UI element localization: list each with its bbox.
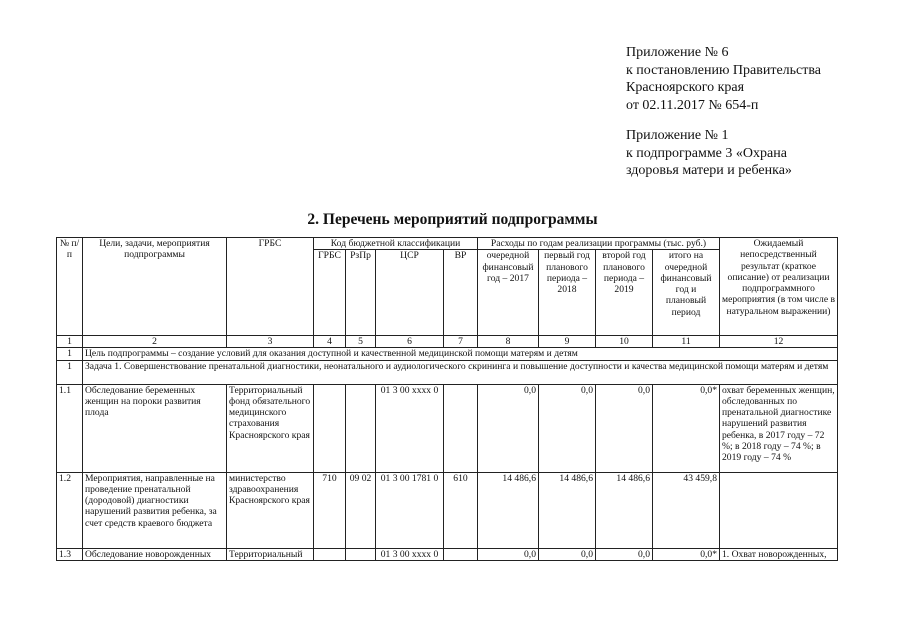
header-row-1 xyxy=(57,238,838,250)
appendix-6-line2: к постановлению Правительства xyxy=(626,62,822,78)
row-2018: 0,0 xyxy=(539,548,596,560)
header-sub-2018: первый год планового периода – 2018 xyxy=(539,250,596,336)
appendix-6-line1: Приложение № 6 xyxy=(626,45,729,60)
row-rzpr: 09 02 xyxy=(346,472,376,548)
goal-num: 1 xyxy=(57,348,83,360)
row-2019: 14 486,6 xyxy=(596,472,653,548)
row-rzpr xyxy=(346,384,376,472)
table-row xyxy=(57,548,838,560)
row-csr: 01 3 00 1781 0 xyxy=(376,472,444,548)
goal-row xyxy=(57,348,838,360)
row-code-grbs xyxy=(314,384,346,472)
row-code-grbs: 710 xyxy=(314,472,346,548)
appendix-1-line1: Приложение № 1 xyxy=(626,128,729,143)
task-row xyxy=(57,360,838,384)
column-number: 9 xyxy=(539,336,596,348)
header-sub-vr: ВР xyxy=(444,250,478,336)
row-csr: 01 3 00 xxxx 0 xyxy=(376,384,444,472)
row-grbs: Территориальный фонд обязательного медицинского страхования Красноярского края xyxy=(227,384,314,472)
row-num: 1.2 xyxy=(57,472,83,548)
header-expenses: Расходы по годам реализации программы (тыс. руб.) xyxy=(478,238,720,250)
appendix-1-line3: здоровья матери и ребенка» xyxy=(626,163,792,178)
header-sub-total: итого на очередной финансовый год и плановый период xyxy=(653,250,720,336)
header-goals: Цели, задачи, мероприятия подпрограммы xyxy=(83,238,227,336)
row-code-grbs xyxy=(314,548,346,560)
document-title: 2. Перечень мероприятий подпрограммы xyxy=(307,211,598,228)
header-sub-2017: очередной финансовый год – 2017 xyxy=(478,250,539,336)
appendix-1-block xyxy=(626,127,792,180)
column-number: 4 xyxy=(314,336,346,348)
goal-text: Цель подпрограммы – создание условий для оказания доступной и качественной медицинской помощи матерям и детям xyxy=(83,348,838,360)
row-total: 0,0* xyxy=(653,548,720,560)
appendix-6-line3: Красноярского края xyxy=(626,80,745,95)
column-number: 2 xyxy=(83,336,227,348)
row-rzpr xyxy=(346,548,376,560)
header-budget-code: Код бюджетной классификации xyxy=(314,238,478,250)
row-vr xyxy=(444,548,478,560)
column-number: 5 xyxy=(346,336,376,348)
appendix-6-block xyxy=(626,44,821,114)
row-total: 43 459,8 xyxy=(653,472,720,548)
row-grbs: министерство здравоохранения Красноярского края xyxy=(227,472,314,548)
header-num: № п/п xyxy=(57,238,83,336)
row-2017: 14 486,6 xyxy=(478,472,539,548)
row-2018: 0,0 xyxy=(539,384,596,472)
row-result: охват беременных женщин, обследованных по пренатальной диагностике нарушений развития ребенка, в 2017 году – 72 %; в 2018 году – 74 %; в 2019 году – 74 % xyxy=(720,384,838,472)
column-number: 12 xyxy=(720,336,838,348)
header-sub-csr: ЦСР xyxy=(376,250,444,336)
task-num: 1 xyxy=(57,360,83,384)
row-result: 1. Охват новорожденных, xyxy=(720,548,838,560)
column-number: 3 xyxy=(227,336,314,348)
row-num: 1.1 xyxy=(57,384,83,472)
row-2019: 0,0 xyxy=(596,548,653,560)
column-numbers-row xyxy=(57,336,838,348)
column-number: 8 xyxy=(478,336,539,348)
row-2017: 0,0 xyxy=(478,548,539,560)
header-sub-rzpr: РзПр xyxy=(346,250,376,336)
row-result xyxy=(720,472,838,548)
column-number: 1 xyxy=(57,336,83,348)
row-name: Обследование беременных женщин на пороки развития плода xyxy=(83,384,227,472)
header-grbs: ГРБС xyxy=(227,238,314,336)
header-sub-2019: второй год планового периода – 2019 xyxy=(596,250,653,336)
header-sub-grbs: ГРБС xyxy=(314,250,346,336)
header-result: Ожидаемый непосредственный результат (краткое описание) от реализации подпрограммного мероприятия (в том числе в натуральном выражении) xyxy=(720,238,838,336)
row-2019: 0,0 xyxy=(596,384,653,472)
column-number: 10 xyxy=(596,336,653,348)
appendix-1-line2: к подпрограмме 3 «Охрана xyxy=(626,145,787,161)
row-2018: 14 486,6 xyxy=(539,472,596,548)
row-total: 0,0* xyxy=(653,384,720,472)
row-2017: 0,0 xyxy=(478,384,539,472)
row-vr: 610 xyxy=(444,472,478,548)
row-name: Обследование новорожденных xyxy=(83,548,227,560)
column-number: 6 xyxy=(376,336,444,348)
row-csr: 01 3 00 xxxx 0 xyxy=(376,548,444,560)
column-number: 7 xyxy=(444,336,478,348)
row-num: 1.3 xyxy=(57,548,83,560)
appendix-6-line4: от 02.11.2017 № 654-п xyxy=(626,97,759,113)
table-row xyxy=(57,384,838,472)
task-text: Задача 1. Совершенствование пренатальной диагностики, неонатального и аудиологического скрининга и повышение доступности и качества медицинской помощи матерям и детям xyxy=(83,360,838,384)
row-vr xyxy=(444,384,478,472)
row-grbs: Территориальный xyxy=(227,548,314,560)
measures-table xyxy=(56,237,838,561)
column-number: 11 xyxy=(653,336,720,348)
table-row xyxy=(57,472,838,548)
row-name: Мероприятия, направленные на проведение пренатальной (дородовой) диагностики нарушений развития ребенка, за счет средств краевого бюджета xyxy=(83,472,227,548)
